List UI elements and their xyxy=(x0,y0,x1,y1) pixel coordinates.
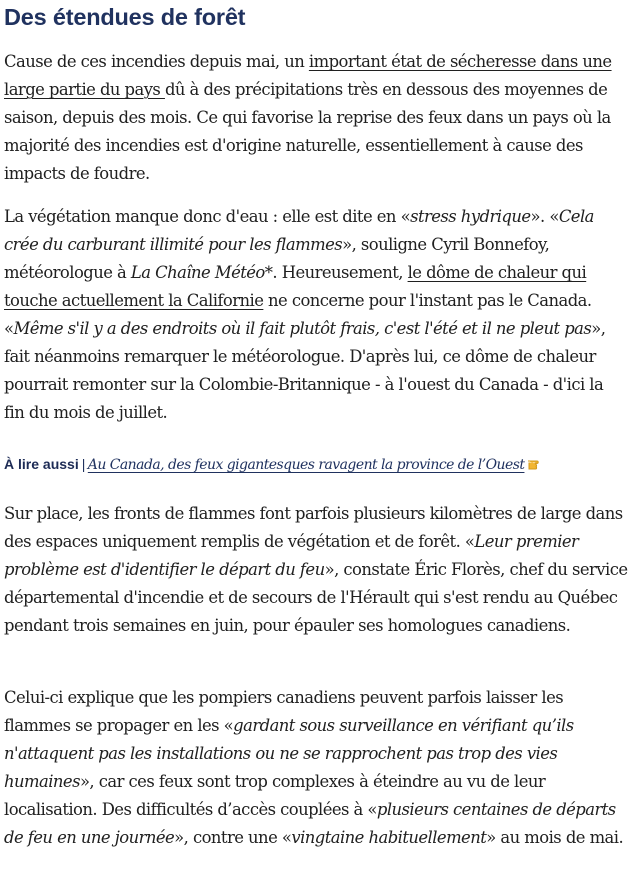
read-also-link[interactable]: Au Canada, des feux gigantesques ravagent la province de l’Ouest xyxy=(87,457,525,473)
quote-text: La Chaîne Météo* xyxy=(130,263,273,282)
read-also-label: À lire aussi xyxy=(4,456,79,472)
quote-text: stress hydrique xyxy=(410,207,531,226)
quote-text: Cela crée du carburant illimité pour les flammes xyxy=(4,207,594,254)
paragraph-text: ». « xyxy=(530,207,559,226)
drought-link[interactable]: important état de sécheresse dans une large partie du pays xyxy=(4,52,612,99)
read-also xyxy=(4,452,628,480)
paragraph-firefighters xyxy=(4,684,628,852)
paragraph-text: Sur place, les fronts de flammes font parfois plusieurs kilomètres de large dans des espaces uniquement remplis de végétation et de forêt. « xyxy=(4,504,623,551)
paragraph-drought xyxy=(4,48,628,188)
paragraph-text: Celui-ci explique que les pompiers canadiens peuvent parfois laisser les flammes se propager en les « xyxy=(4,688,564,735)
paragraph-text: », contre une « xyxy=(174,828,292,847)
quote-text: vingtaine habituellement xyxy=(291,828,487,847)
paragraph-vegetation xyxy=(4,203,628,427)
paragraph-text: », souligne Cyril Bonnefoy, météorologue à xyxy=(4,235,550,282)
paragraph-flames xyxy=(4,500,628,640)
section-heading: Des étendues de forêt xyxy=(4,4,246,30)
paragraph-text: », car ces feux sont trop complexes à éteindre au vu de leur localisation. Des difficultés d’accès couplées à « xyxy=(4,772,546,819)
paragraph-text: » au mois de mai. xyxy=(486,828,624,847)
paragraph-text: La végétation manque donc d'eau : elle est dite en « xyxy=(4,207,411,226)
heat-dome-link[interactable]: le dôme de chaleur qui touche actuellement la Californie xyxy=(4,263,587,310)
paragraph-text: », fait néanmoins remarquer le météorologue. D'après lui, ce dôme de chaleur pourrait remonter sur la Colombie-Britannique - à l'ouest du Canada - d'ici la fin du mois de juillet. xyxy=(4,319,606,422)
quote-text: Leur premier problème est d'identifier le départ du feu xyxy=(4,532,579,579)
paragraph-text: . Heureusement, xyxy=(272,263,408,282)
paragraph-text: dû à des précipitations très en dessous des moyennes de saison, depuis des mois. Ce qui favorise la reprise des feux dans un pays où la majorité des incendies est d'origine naturelle, essentiellement à cause des impacts de foudre. xyxy=(4,80,611,183)
separator: | xyxy=(81,456,85,472)
paragraph-text: ne concerne pour l'instant pas le Canada. « xyxy=(4,291,592,338)
quote-text: gardant sous surveillance en vérifiant qu’ils n'attaquent pas les installations ou ne se rapprochent pas trop des vies humaines xyxy=(4,716,574,791)
quote-text: Même s'il y a des endroits où il fait plutôt frais, c'est l'été et il ne pleut pas xyxy=(13,319,592,338)
pointing-hand-icon xyxy=(527,456,543,480)
paragraph-text: », constate Éric Florès, chef du service départemental d'incendie et de secours de l'Hérault qui s'est rendu au Québec pendant trois semaines en juin, pour épauler ses homologues canadiens. xyxy=(4,560,628,635)
paragraph-text: Cause de ces incendies depuis mai, un xyxy=(4,52,309,71)
quote-text: plusieurs centaines de départs de feu en une journée xyxy=(4,800,616,847)
